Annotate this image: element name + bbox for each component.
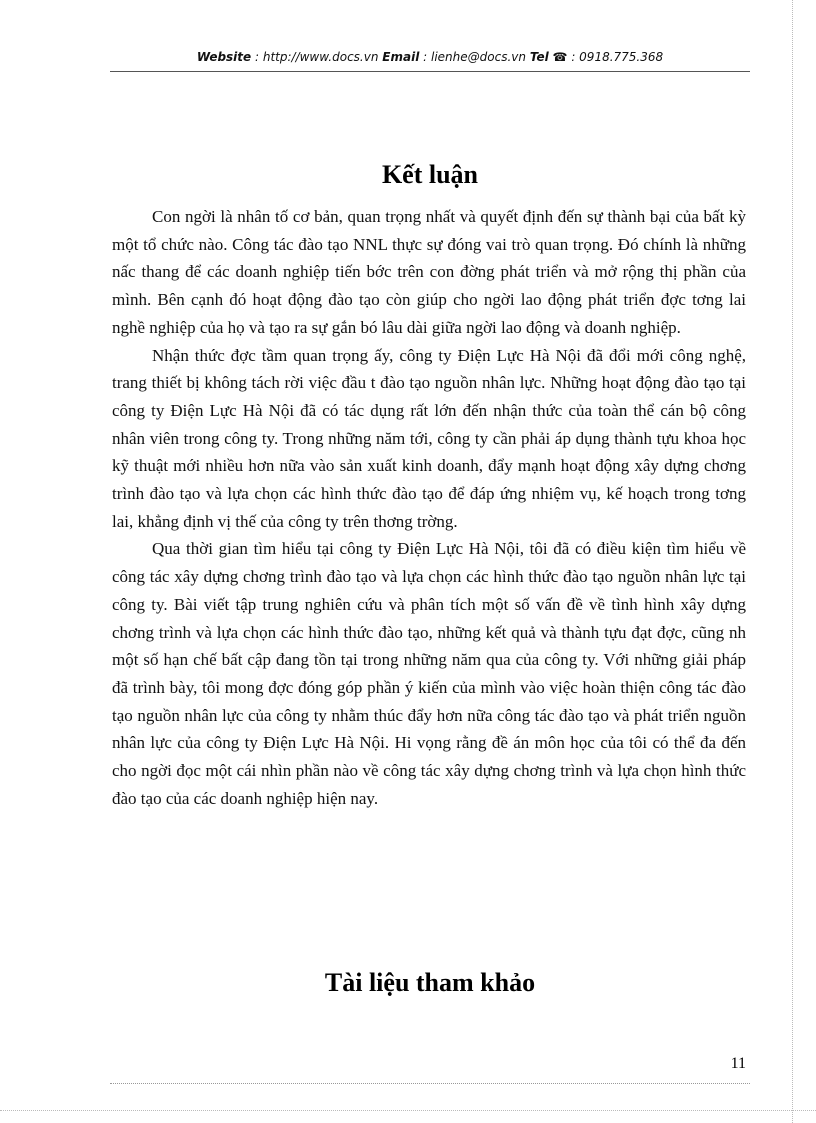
conclusion-paragraph: Qua thời gian tìm hiểu tại công ty Điện Lực Hà Nội, tôi đã có điều kiện tìm hiểu về công tác xây dựng chơng trình đào tạo và lựa chọn các hình thức đào tạo nguồn nhân lực tại công ty. Bài viết tập trung nghiên cứu và phân tích một số vấn đề về tình hình xây dựng chơng trình và lựa chọn các hình thức đào tạo, những kết quả và thành tựu đạt đợc, cũng nh một số hạn chế bất cập đang tồn tại trong những năm qua của công ty. Với những giải pháp đã trình bày, tôi mong đợc đóng góp phần ý kiến của mình vào việc hoàn thiện công tác đào tạo nguồn nhân lực của công ty nhằm thúc đẩy hơn nữa công tác đào tạo và phát triển nguồn nhân lực của công ty Điện Lực Hà Nội. Hi vọng rằng đề án môn học của tôi có thể đa đến cho ngời đọc một cái nhìn phần nào về công tác xây dựng chơng trình và lựa chọn hình thức đào tạo của các doanh nghiệp hiện nay.: [112, 539, 746, 808]
email-label: Email: [382, 50, 420, 64]
website-value: : http://www.docs.vn: [255, 50, 379, 64]
conclusion-paragraph: Nhận thức đợc tầm quan trọng ấy, công ty Điện Lực Hà Nội đã đổi mới công nghệ, trang thiết bị không tách rời việc đầu t đào tạo nguồn nhân lực. Những hoạt động đào tạo tại công ty Điện Lực Hà Nội đã có tác dụng rất lớn đến nhận thức của toàn thể cán bộ công nhân viên trong công ty. Trong những năm tới, công ty cần phải áp dụng thành tựu khoa học kỹ thuật mới nhiều hơn nữa vào sản xuất kinh doanh, đẩy mạnh hoạt động xây dựng chơng trình đào tạo và lựa chọn các hình thức đào tạo để đáp ứng nhiệm vụ, kế hoạch trong tơng lai, khẳng định vị thế của công ty trên thơng trờng.: [112, 345, 746, 531]
page-edge-bottom: [0, 1110, 816, 1111]
header-divider: [110, 71, 750, 72]
page-header: [112, 50, 748, 64]
email-value: : lienhe@docs.vn: [423, 50, 526, 64]
conclusion-title: Kết luận: [381, 160, 479, 189]
page-edge-right: [792, 0, 793, 1123]
page-number: 11: [730, 1055, 746, 1072]
conclusion-paragraph: Con ngời là nhân tố cơ bản, quan trọng nhất và quyết định đến sự thành bại của bất kỳ một tổ chức nào. Công tác đào tạo NNL thực sự đóng vai trò quan trọng. Đó chính là những nấc thang để các doanh nghiệp tiến bớc trên con đờng phát triển và mở rộng thị phần của mình. Bên cạnh đó hoạt động đào tạo còn giúp cho ngời lao động phát triển đợc tơng lai nghề nghiệp của họ và tạo ra sự gắn bó lâu dài giữa ngời lao động và doanh nghiệp.: [112, 207, 746, 337]
phone-icon: ☎: [552, 50, 568, 64]
footer-divider: [110, 1083, 750, 1084]
tel-label: Tel: [529, 50, 549, 64]
references-title: Tài liệu tham khảo: [324, 968, 536, 997]
tel-value: : 0918.775.368: [571, 50, 664, 64]
website-label: Website: [196, 50, 252, 64]
conclusion-body: [112, 203, 746, 812]
